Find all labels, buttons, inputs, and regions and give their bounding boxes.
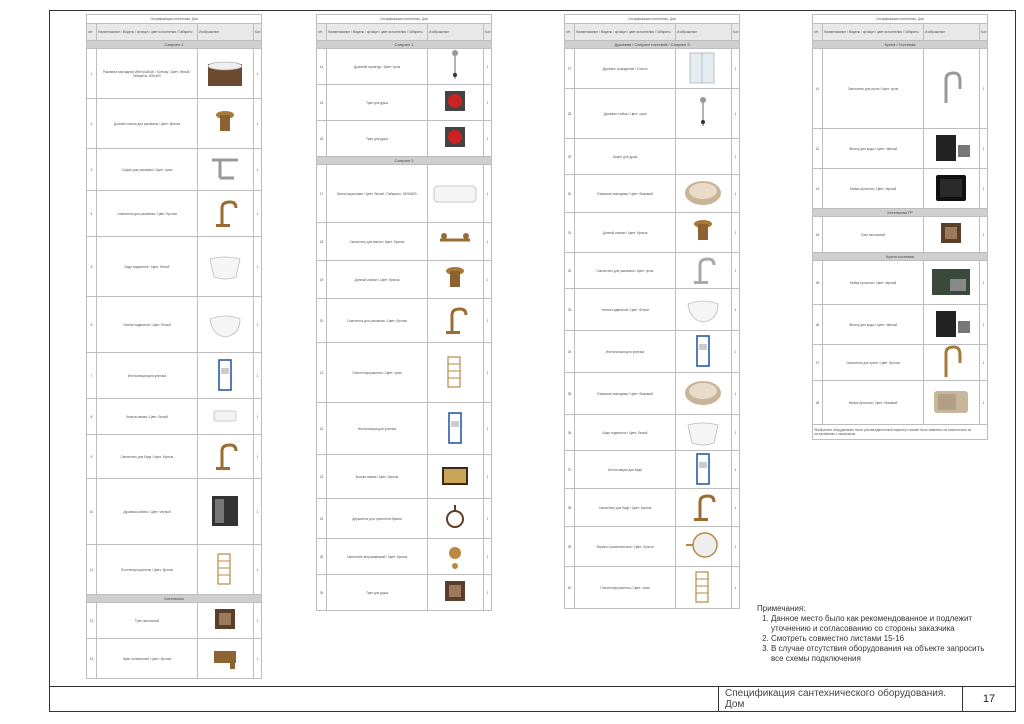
row-number: 34 xyxy=(565,331,575,373)
header-name: Наименование / Модель / артикул / цвет исполнения / Габариты xyxy=(327,24,428,41)
item-qty: 1 xyxy=(483,575,491,611)
item-qty: 1 xyxy=(979,381,987,425)
item-image xyxy=(675,289,731,331)
item-qty: 1 xyxy=(979,305,987,345)
row-number: 22 xyxy=(317,403,327,455)
table-title: Спецификация сантехники. Дом xyxy=(565,15,740,24)
section-header: Котельная xyxy=(87,595,262,603)
item-image xyxy=(427,223,483,261)
item-qty: 1 xyxy=(253,237,261,297)
header-name: Наименование / Модель / артикул / цвет исполнения / Габариты xyxy=(575,24,676,41)
table-row xyxy=(813,49,988,129)
item-image xyxy=(427,49,483,85)
row-number: 44 xyxy=(813,217,823,253)
row-number: 13 xyxy=(87,639,97,679)
section-header: Санузел 1 xyxy=(87,41,262,49)
header-image: Изображение xyxy=(675,24,731,41)
table-row xyxy=(317,343,492,403)
item-image xyxy=(675,139,731,175)
item-qty: 1 xyxy=(253,191,261,237)
item-qty: 1 xyxy=(979,345,987,381)
row-number: 37 xyxy=(565,451,575,489)
row-number: 28 xyxy=(565,89,575,139)
row-number: 32 xyxy=(565,253,575,289)
item-image xyxy=(427,85,483,121)
row-number: 35 xyxy=(565,373,575,415)
item-qty: 1 xyxy=(253,297,261,353)
item-image xyxy=(197,399,253,435)
row-number: 31 xyxy=(565,213,575,253)
header-qty: Кол xyxy=(731,24,739,41)
notes-block xyxy=(757,604,997,664)
item-qty: 1 xyxy=(483,223,491,261)
row-number: 7 xyxy=(87,353,97,399)
row-number: 14 xyxy=(317,49,327,85)
header-num: п/п xyxy=(565,24,575,41)
row-number: 30 xyxy=(565,175,575,213)
row-number: 39 xyxy=(565,527,575,567)
item-qty: 1 xyxy=(483,49,491,85)
item-description: Мойка кухонная / Цвет: чёрный xyxy=(823,169,924,209)
table-row xyxy=(317,85,492,121)
item-description: Смеситель для раковины / Цвет: бронза xyxy=(327,299,428,343)
item-description: Смеситель для кухни / Цвет: хром xyxy=(823,49,924,129)
item-image xyxy=(923,129,979,169)
item-description: Смеситель для кухни / Цвет: бронза xyxy=(823,345,924,381)
table-row xyxy=(813,381,988,425)
table-row xyxy=(565,451,740,489)
table-row xyxy=(565,89,740,139)
item-image xyxy=(923,345,979,381)
table-row xyxy=(565,175,740,213)
item-qty: 1 xyxy=(979,49,987,129)
table-row xyxy=(87,99,262,149)
row-number: 43 xyxy=(813,169,823,209)
item-description: Трап напольный xyxy=(823,217,924,253)
item-qty: 1 xyxy=(979,217,987,253)
item-image xyxy=(427,575,483,611)
row-number: 29 xyxy=(565,139,575,175)
note-item: 3. В случае отсутствия оборудования на объекте запросить все схемы подключения xyxy=(771,644,997,664)
item-description: Мойка кухонная / Цвет: бежевый xyxy=(823,381,924,425)
spec-table-1 xyxy=(86,14,262,679)
item-image xyxy=(197,149,253,191)
table-row xyxy=(87,353,262,399)
row-number: 1 xyxy=(87,49,97,99)
item-description: Раковина накладная / Цвет: бежевый xyxy=(575,373,676,415)
row-number: 47 xyxy=(813,345,823,381)
table-row xyxy=(565,139,740,175)
table-row xyxy=(565,373,740,415)
item-description: Трап для душа xyxy=(327,85,428,121)
table-row xyxy=(813,217,988,253)
row-number: 23 xyxy=(317,455,327,499)
item-image xyxy=(675,331,731,373)
row-number: 48 xyxy=(813,381,823,425)
item-qty: 1 xyxy=(483,261,491,299)
item-image xyxy=(675,49,731,89)
row-number: 19 xyxy=(317,261,327,299)
section-header: Санузел 1 xyxy=(317,41,492,49)
item-description: Смеситель для ванны / Цвет: бронза xyxy=(327,223,428,261)
table-row xyxy=(317,499,492,539)
row-number: 42 xyxy=(813,129,823,169)
item-description: Трап напольный xyxy=(97,603,198,639)
item-image xyxy=(923,217,979,253)
item-description: Биде подвесное / Цвет: белый xyxy=(575,415,676,451)
item-description: Смеситель встраиваемый / Цвет: бронза xyxy=(327,539,428,575)
section-header: Кухня / Гостиная xyxy=(813,41,988,49)
item-qty: 1 xyxy=(483,121,491,157)
table-row xyxy=(87,49,262,99)
item-description: Ванна акриловая / Цвет: белый / Габариты: 1800х800 xyxy=(327,165,428,223)
item-qty: 1 xyxy=(731,213,739,253)
item-description: Инсталляция для унитаза xyxy=(97,353,198,399)
item-qty: 1 xyxy=(731,567,739,609)
item-description: Донный клапан для раковины / Цвет: бронза xyxy=(97,99,198,149)
notes-list xyxy=(757,614,997,664)
item-description: Унитаз подвесной / Цвет: белый xyxy=(575,289,676,331)
item-image xyxy=(923,305,979,345)
row-number: 2 xyxy=(87,99,97,149)
row-number: 36 xyxy=(565,415,575,451)
table-row xyxy=(87,399,262,435)
table-row xyxy=(565,331,740,373)
item-description: Донный клапан / Цвет: бронза xyxy=(575,213,676,253)
item-description: Душевой гарнитур / Цвет: хром xyxy=(327,49,428,85)
table-row xyxy=(813,261,988,305)
item-description: Полотенцесушитель / Цвет: хром xyxy=(575,567,676,609)
item-description: Душевая кабина / Цвет: чёрный xyxy=(97,479,198,545)
stamp-line xyxy=(49,686,718,687)
row-number: 17 xyxy=(317,165,327,223)
table-row xyxy=(813,129,988,169)
item-description: Трап для душа xyxy=(327,121,428,157)
header-image: Изображение xyxy=(427,24,483,41)
item-image xyxy=(197,297,253,353)
item-description: Смеситель для биде / Цвет: бронза xyxy=(575,489,676,527)
header-qty: Кол xyxy=(979,24,987,41)
title-block xyxy=(718,686,1016,712)
item-description: Кран поливочный / Цвет: бронза xyxy=(97,639,198,679)
section-header: Котельная ГР xyxy=(813,209,988,217)
item-image xyxy=(675,415,731,451)
row-number: 3 xyxy=(87,149,97,191)
table-row xyxy=(87,237,262,297)
item-image xyxy=(197,435,253,479)
item-qty: 1 xyxy=(979,169,987,209)
table-row xyxy=(813,169,988,209)
item-image xyxy=(197,353,253,399)
table-row xyxy=(87,297,262,353)
item-qty: 1 xyxy=(731,253,739,289)
section-header: Душевая / Санузел гостевой / Санузел 3 xyxy=(565,41,740,49)
row-number: 21 xyxy=(317,343,327,403)
item-description: Шланг для душа xyxy=(575,139,676,175)
item-qty: 1 xyxy=(483,343,491,403)
item-image xyxy=(923,261,979,305)
item-description: Зеркало косметическое / Цвет: бронза xyxy=(575,527,676,567)
item-qty: 1 xyxy=(731,415,739,451)
item-qty: 1 xyxy=(483,455,491,499)
item-qty: 1 xyxy=(731,331,739,373)
item-description: Сифон для раковины / Цвет: хром xyxy=(97,149,198,191)
item-image xyxy=(197,99,253,149)
note-item: 1. Данное место было как рекомендованное и подлежит уточнению и согласованию со стороны заказчика xyxy=(771,614,997,634)
item-qty: 1 xyxy=(483,539,491,575)
table-title: Спецификация сантехники. Дом xyxy=(87,15,262,24)
item-image xyxy=(427,499,483,539)
item-description: Донный клапан / Цвет: бронза xyxy=(327,261,428,299)
item-description: Унитаз подвесной / Цвет: белый xyxy=(97,297,198,353)
item-description: Кнопка смыва / Цвет: белый xyxy=(97,399,198,435)
item-description: Инсталляция для унитаза xyxy=(575,331,676,373)
row-number: 24 xyxy=(317,499,327,539)
row-number: 41 xyxy=(813,49,823,129)
table-row xyxy=(317,575,492,611)
item-description: Мойка кухонная / Цвет: чёрный xyxy=(823,261,924,305)
item-image xyxy=(427,403,483,455)
item-image xyxy=(427,455,483,499)
item-image xyxy=(923,169,979,209)
item-image xyxy=(675,567,731,609)
table-row xyxy=(565,49,740,89)
table-row xyxy=(565,289,740,331)
item-image xyxy=(675,527,731,567)
table-row xyxy=(317,455,492,499)
row-number: 6 xyxy=(87,297,97,353)
item-qty: 1 xyxy=(731,49,739,89)
header-image: Изображение xyxy=(923,24,979,41)
row-number: 4 xyxy=(87,191,97,237)
row-number: 11 xyxy=(87,545,97,595)
table-title: Спецификация сантехники. Дом xyxy=(317,15,492,24)
row-number: 16 xyxy=(317,121,327,157)
item-description: Душевая стойка / Цвет: хром xyxy=(575,89,676,139)
table-row xyxy=(87,149,262,191)
item-qty: 1 xyxy=(483,165,491,223)
item-image xyxy=(427,121,483,157)
item-image xyxy=(427,299,483,343)
table-row xyxy=(317,223,492,261)
item-description: Инсталляция для унитаза xyxy=(327,403,428,455)
header-num: п/п xyxy=(813,24,823,41)
header-name: Наименование / Модель / артикул / цвет исполнения / Габариты xyxy=(823,24,924,41)
item-image xyxy=(197,49,253,99)
sheet-number: 17 xyxy=(982,693,996,705)
item-image xyxy=(427,261,483,299)
spec-table-4 xyxy=(812,14,988,440)
table-row xyxy=(565,527,740,567)
table-row xyxy=(87,639,262,679)
item-image xyxy=(675,213,731,253)
item-qty: 1 xyxy=(253,435,261,479)
item-qty: 1 xyxy=(483,499,491,539)
table-row xyxy=(317,49,492,85)
table-row xyxy=(317,299,492,343)
row-number: 5 xyxy=(87,237,97,297)
sheet-title: Спецификация сантехнического оборудования. Дом xyxy=(719,687,963,711)
item-description: Душевое ограждение / Стекло xyxy=(575,49,676,89)
item-qty: 1 xyxy=(731,451,739,489)
item-image xyxy=(427,539,483,575)
table-row xyxy=(87,479,262,545)
table-row xyxy=(565,415,740,451)
item-qty: 1 xyxy=(731,489,739,527)
header-image: Изображение xyxy=(197,24,253,41)
item-image xyxy=(675,253,731,289)
header-name: Наименование / Модель / артикул / цвет исполнения / Габариты xyxy=(97,24,198,41)
table-row xyxy=(317,165,492,223)
notes-title: Примечания: xyxy=(757,604,806,613)
row-number: 20 xyxy=(317,299,327,343)
item-description: Биде подвесное / Цвет: белый xyxy=(97,237,198,297)
header-qty: Кол xyxy=(253,24,261,41)
table-row xyxy=(813,305,988,345)
item-image xyxy=(197,603,253,639)
item-description: Инсталляция для биде xyxy=(575,451,676,489)
item-description: Полотенцесушитель / Цвет: хром xyxy=(327,343,428,403)
item-image xyxy=(675,89,731,139)
item-qty: 1 xyxy=(483,85,491,121)
table-row xyxy=(565,567,740,609)
row-number: 38 xyxy=(565,489,575,527)
item-image xyxy=(197,479,253,545)
table-row xyxy=(813,345,988,381)
table-row xyxy=(317,121,492,157)
row-number: 15 xyxy=(317,85,327,121)
row-number: 27 xyxy=(565,49,575,89)
item-description: Фильтр для воды / Цвет: чёрный xyxy=(823,305,924,345)
table-row xyxy=(87,191,262,237)
item-image xyxy=(675,489,731,527)
item-description: Смеситель для раковины / Цвет: бронза xyxy=(97,191,198,237)
item-description: Раковина накладная Villeroy&Boch / Subway / Цвет: белый / Габариты: 600х400 xyxy=(97,49,198,99)
item-description: Фильтр для воды / Цвет: чёрный xyxy=(823,129,924,169)
item-qty: 1 xyxy=(483,299,491,343)
item-qty: 1 xyxy=(979,129,987,169)
item-qty: 1 xyxy=(731,175,739,213)
item-qty: 1 xyxy=(253,603,261,639)
item-image xyxy=(675,373,731,415)
item-description: Смеситель для биде / Цвет: бронза xyxy=(97,435,198,479)
table-row xyxy=(317,261,492,299)
row-number: 46 xyxy=(813,305,823,345)
item-image xyxy=(427,343,483,403)
table-row xyxy=(87,545,262,595)
table-row xyxy=(565,213,740,253)
item-qty: 1 xyxy=(979,261,987,305)
table-row xyxy=(565,253,740,289)
item-description: Трап для душа xyxy=(327,575,428,611)
item-qty: 1 xyxy=(731,373,739,415)
item-qty: 1 xyxy=(731,139,739,175)
item-image xyxy=(197,545,253,595)
item-description: Держатель для туалетной бумаги xyxy=(327,499,428,539)
row-number: 8 xyxy=(87,399,97,435)
row-number: 12 xyxy=(87,603,97,639)
item-qty: 1 xyxy=(253,99,261,149)
table-row xyxy=(87,603,262,639)
row-number: 33 xyxy=(565,289,575,331)
header-num: п/п xyxy=(87,24,97,41)
table-row xyxy=(317,539,492,575)
item-description: Смеситель для раковины / Цвет: хром xyxy=(575,253,676,289)
note-item: 2. Смотреть совместно листами 15-16 xyxy=(771,634,997,644)
item-qty: 1 xyxy=(253,479,261,545)
table-row xyxy=(565,489,740,527)
item-qty: 1 xyxy=(253,353,261,399)
section-header: Санузел 2 xyxy=(317,157,492,165)
row-number: 26 xyxy=(317,575,327,611)
item-description: Полотенцесушитель / Цвет: бронза xyxy=(97,545,198,595)
item-image xyxy=(427,165,483,223)
table-title: Спецификация сантехники. Дом xyxy=(813,15,988,24)
item-image xyxy=(197,639,253,679)
item-qty: 1 xyxy=(731,289,739,331)
item-qty: 1 xyxy=(253,49,261,99)
item-qty: 1 xyxy=(253,149,261,191)
row-number: 45 xyxy=(813,261,823,305)
row-number: 18 xyxy=(317,223,327,261)
item-image xyxy=(197,191,253,237)
spec-table-3 xyxy=(564,14,740,609)
item-image xyxy=(923,49,979,129)
item-image xyxy=(675,451,731,489)
row-number: 9 xyxy=(87,435,97,479)
item-qty: 1 xyxy=(253,399,261,435)
header-qty: Кол xyxy=(483,24,491,41)
item-qty: 1 xyxy=(253,545,261,595)
item-qty: 1 xyxy=(731,89,739,139)
row-number: 25 xyxy=(317,539,327,575)
table-row xyxy=(87,435,262,479)
item-description: Кнопка смыва / Цвет: бронза xyxy=(327,455,428,499)
row-number: 10 xyxy=(87,479,97,545)
table-row xyxy=(317,403,492,455)
item-qty: 1 xyxy=(483,403,491,455)
item-qty: 1 xyxy=(731,527,739,567)
item-description: Раковина накладная / Цвет: бежевый xyxy=(575,175,676,213)
item-image xyxy=(197,237,253,297)
item-image xyxy=(923,381,979,425)
item-qty: 1 xyxy=(253,639,261,679)
item-image xyxy=(675,175,731,213)
table-footnote: *Выбранное оборудование носит рекомендательный характер и может быть заменено на аналогичное по согласованию с заказчиком. xyxy=(813,425,988,440)
header-num: п/п xyxy=(317,24,327,41)
spec-table-2 xyxy=(316,14,492,611)
row-number: 40 xyxy=(565,567,575,609)
section-header: Кухня гостевая xyxy=(813,253,988,261)
